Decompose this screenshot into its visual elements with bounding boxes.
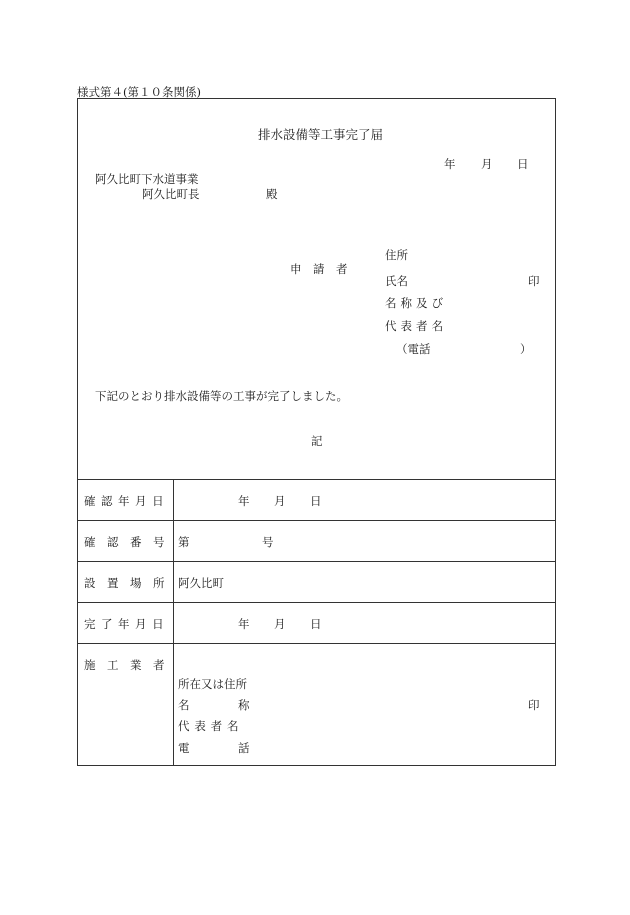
location-label: 設 置 場 所 xyxy=(84,576,165,590)
contractor-phone-label-a: 電 xyxy=(178,741,190,755)
confirm-number-label: 確 認 番 号 xyxy=(84,535,165,549)
applicant-org-label: 名称及び xyxy=(385,296,448,310)
contractor-name-label-b: 称 xyxy=(238,698,250,712)
date-day: 日 xyxy=(517,157,529,171)
addressee-honorific: 殿 xyxy=(266,187,278,201)
row-divider xyxy=(78,520,555,521)
contractor-rep-label: 代表者名 xyxy=(178,719,244,733)
confirm-number-suffix: 号 xyxy=(262,535,274,549)
confirm-date-month: 月 xyxy=(274,494,286,508)
completion-date-month: 月 xyxy=(274,617,286,631)
form-number-label: 様式第４(第１０条関係) xyxy=(77,85,201,99)
table-top-rule xyxy=(78,479,555,480)
confirm-date-day: 日 xyxy=(310,494,322,508)
confirm-date-year: 年 xyxy=(238,494,250,508)
row-divider xyxy=(78,602,555,603)
date-month: 月 xyxy=(481,157,493,171)
applicant-address-label: 住所 xyxy=(385,248,408,262)
applicant-label: 申 請 者 xyxy=(290,262,348,276)
location-value: 阿久比町 xyxy=(178,576,224,590)
contractor-phone-label-b: 話 xyxy=(238,741,250,755)
completion-date-day: 日 xyxy=(310,617,322,631)
date-year: 年 xyxy=(444,157,456,171)
contractor-seal: 印 xyxy=(528,698,540,712)
applicant-phone-open: （電話 xyxy=(396,342,431,356)
row-divider xyxy=(78,561,555,562)
contractor-address-label: 所在又は住所 xyxy=(178,677,247,691)
addressee-org: 阿久比町下水道事業 xyxy=(95,172,199,186)
applicant-phone-close: ） xyxy=(520,342,532,356)
completion-report-form xyxy=(77,98,556,766)
completion-statement: 下記のとおり排水設備等の工事が完了しました。 xyxy=(95,389,348,403)
confirm-date-label: 確認年月日 xyxy=(84,494,170,508)
confirm-number-prefix: 第 xyxy=(178,535,190,549)
completion-date-year: 年 xyxy=(238,617,250,631)
label-column-divider xyxy=(173,479,174,766)
contractor-name-label-a: 名 xyxy=(178,698,190,712)
form-title: 排水設備等工事完了届 xyxy=(258,127,384,142)
ki-heading: 記 xyxy=(311,434,323,448)
contractor-label: 施 工 業 者 xyxy=(84,658,165,672)
row-divider xyxy=(78,643,555,644)
completion-date-label: 完了年月日 xyxy=(84,617,170,631)
applicant-rep-label: 代表者名 xyxy=(385,319,448,333)
applicant-seal: 印 xyxy=(528,274,540,288)
addressee-mayor: 阿久比町長 xyxy=(142,187,200,201)
applicant-name-label: 氏名 xyxy=(385,274,408,288)
